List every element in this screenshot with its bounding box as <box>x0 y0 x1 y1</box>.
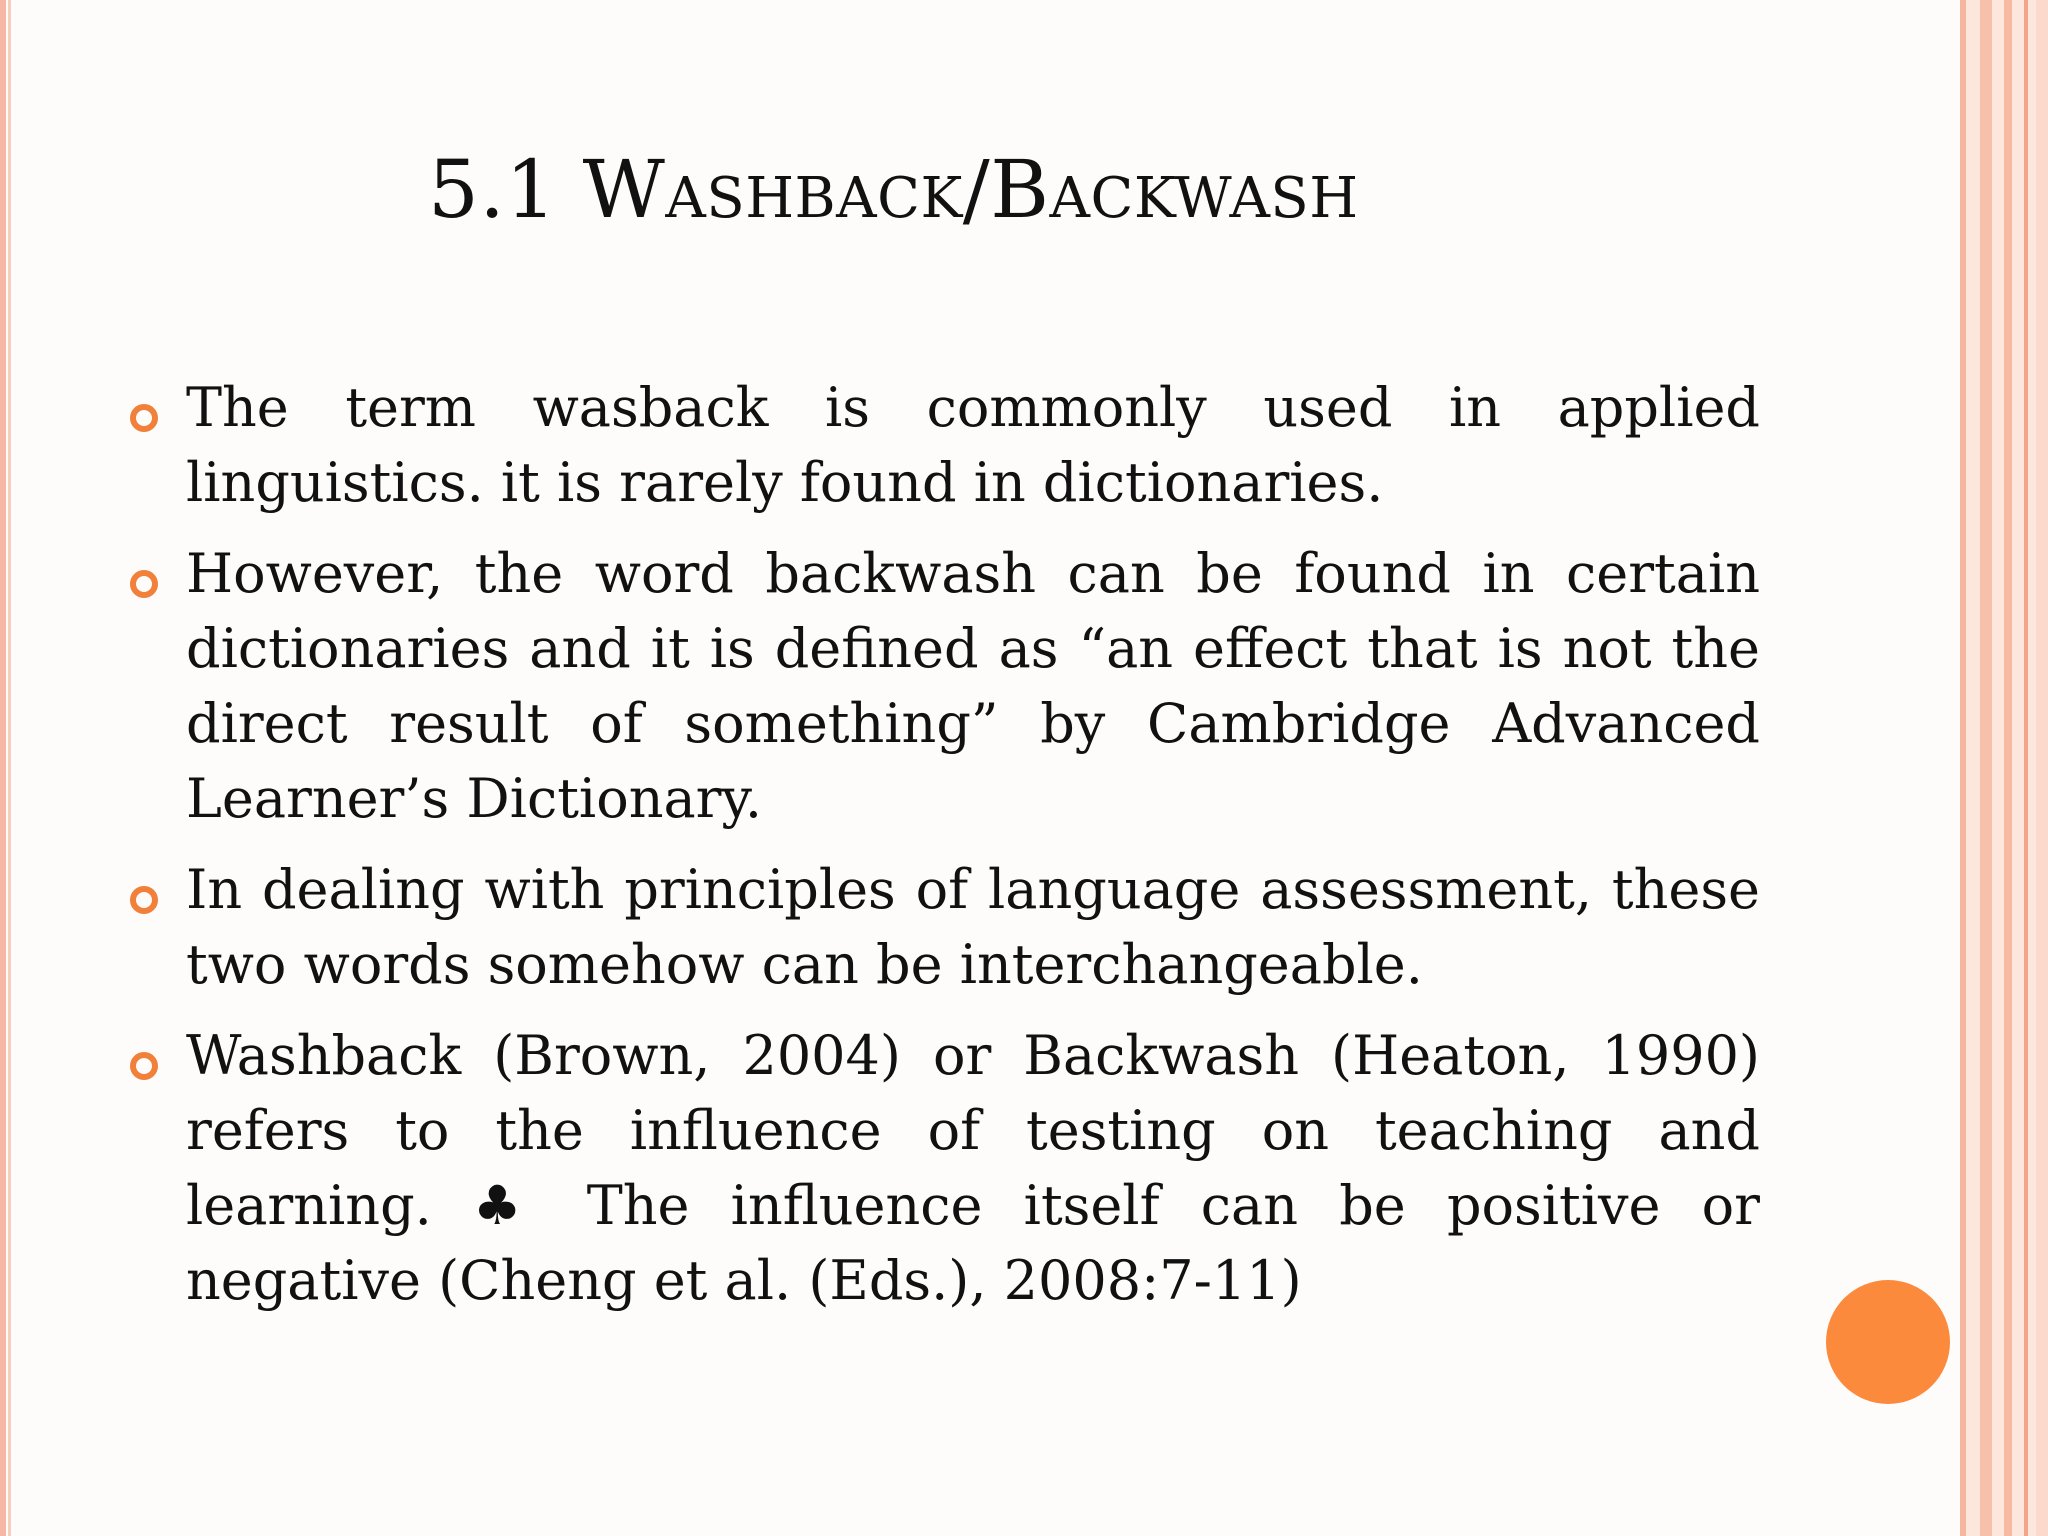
list-item <box>120 536 1760 836</box>
list-item <box>120 1018 1760 1318</box>
bullet-text: However, the word backwash can be found in certain dictionaries and it is defined as “an effect that is not the direct result of something” by Cambridge Advanced Learner’s Dictionary. <box>186 542 1760 830</box>
left-border-stripe <box>0 0 6 1536</box>
right-border-stripe <box>2036 0 2048 1536</box>
list-item <box>120 852 1760 1002</box>
bullet-icon <box>130 886 158 914</box>
bullet-icon <box>130 404 158 432</box>
bullet-list <box>120 370 1760 1334</box>
right-border-stripe <box>1960 0 1966 1536</box>
list-item <box>120 370 1760 520</box>
bullet-icon <box>130 1052 158 1080</box>
right-border-stripe <box>1980 0 1992 1536</box>
left-border-stripe-inner <box>8 0 11 1536</box>
right-border-stripe <box>2024 0 2028 1536</box>
slide-title: 5.1 Washback/Backwash <box>428 143 1359 236</box>
bullet-text: The term wasback is commonly used in applied linguistics. it is rarely found in dictionaries. <box>186 376 1760 514</box>
bullet-text: In dealing with principles of language assessment, these two words somehow can be interchangeable. <box>186 858 1760 996</box>
bullet-text: Washback (Brown, 2004) or Backwash (Heaton, 1990) refers to the influence of testing on teaching and learning. ♣ The influence itself can be positive or negative (Cheng et al. (Eds.), 2008:7-11) <box>186 1024 1760 1312</box>
decorative-orange-circle <box>1826 1280 1950 1404</box>
bullet-icon <box>130 570 158 598</box>
right-border-stripe <box>2004 0 2012 1536</box>
